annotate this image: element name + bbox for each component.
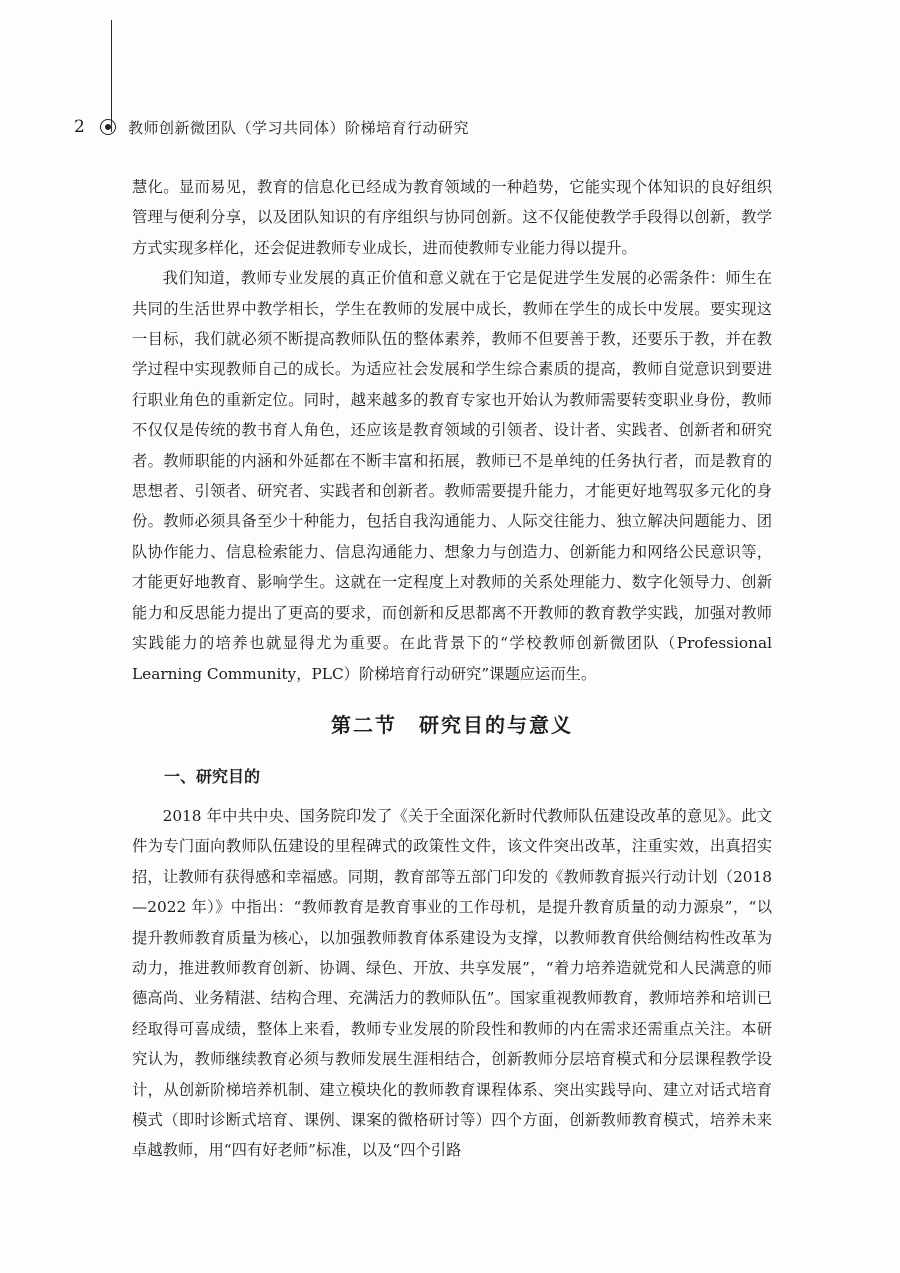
subsection-title: 一、研究目的 bbox=[164, 766, 261, 786]
paragraph-1: 慧化。显而易见，教育的信息化已经成为教育领域的一种趋势，它能实现个体知识的良好组织管理与便利分享，以及团队知识的有序组织与协同创新。这不仅能使教学手段得以创新，教学方式实现多样化，还会促进教师专业成长，进而使教师专业能力得以提升。 bbox=[132, 178, 772, 257]
paragraph-3: 2018 年中共中央、国务院印发了《关于全面深化新时代教师队伍建设改革的意见》。此文件为专门面向教师队伍建设的里程碑式的政策性文件，该文件突出改革，注重实效，出真招实招，让教师有获得感和幸福感。同期，教育部等五部门印发的《教师教育振兴行动计划（2018—2022 年）》中指出：“教师教育是教育事业的工作母机，是提升教育质量的动力源泉”，“以提升教师教育质量为核心，以加强教师教育体系建设为支撑，以教师教育供给侧结构性改革为动力，推进教师教育创新、协调、绿色、开放、共享发展”，“着力培养造就党和人民满意的师德高尚、业务精湛、结构合理、充满活力的教师队伍”。国家重视教师教育，教师培养和培训已经取得可喜成绩，整体上来看，教师专业发展的阶段性和教师的内在需求还需重点关注。本研究认为，教师继续教育必须与教师发展生涯相结合，创新教师分层培育模式和分层课程教学设计，从创新阶梯培养机制、建立模块化的教师教育课程体系、突出实践导向、建立对话式培育模式（即时诊断式培育、课例、课案的微格研讨等）四个方面，创新教师教育模式，培养未来卓越教师，用“四有好老师”标准，以及“四个引路 bbox=[132, 806, 772, 1160]
emblem-icon bbox=[100, 119, 116, 135]
page-number: 2 bbox=[74, 117, 85, 137]
page-body bbox=[132, 172, 772, 1166]
section-title: 第二节 研究目的与意义 bbox=[331, 712, 573, 737]
paragraph-2: 我们知道，教师专业发展的真正价值和意义就在于它是促进学生发展的必需条件：师生在共同的生活世界中教学相长，学生在教师的发展中成长，教师在学生的成长中发展。要实现这一目标，我们就必须不断提高教师队伍的整体素养，教师不但要善于教，还要乐于教，并在教学过程中实现教师自己的成长。为适应社会发展和学生综合素质的提高，教师自觉意识到要进行职业角色的重新定位。同时，越来越多的教育专家也开始认为教师需要转变职业身份，教师不仅仅是传统的教书育人角色，还应该是教育领域的引领者、设计者、实践者、创新者和研究者。教师职能的内涵和外延都在不断丰富和拓展，教师已不是单纯的任务执行者，而是教育的思想者、引领者、研究者、实践者和创新者。教师需要提升能力，才能更好地驾驭多元化的身份。教师必须具备至少十种能力，包括自我沟通能力、人际交往能力、独立解决问题能力、团队协作能力、信息检索能力、信息沟通能力、想象力与创造力、创新能力和网络公民意识等，才能更好地教育、影响学生。这就在一定程度上对教师的关系处理能力、数字化领导力、创新能力和反思能力提出了更高的要求，而创新和反思都离不开教师的教育教学实践，加强对教师实践能力的培养也就显得尤为重要。在此背景下的“学校教师创新微团队（Professional Learning Community，PLC）阶梯培育行动研究”课题应运而生。 bbox=[132, 269, 772, 683]
running-header bbox=[74, 114, 469, 140]
running-title: 教师创新微团队（学习共同体）阶梯培育行动研究 bbox=[128, 118, 470, 137]
